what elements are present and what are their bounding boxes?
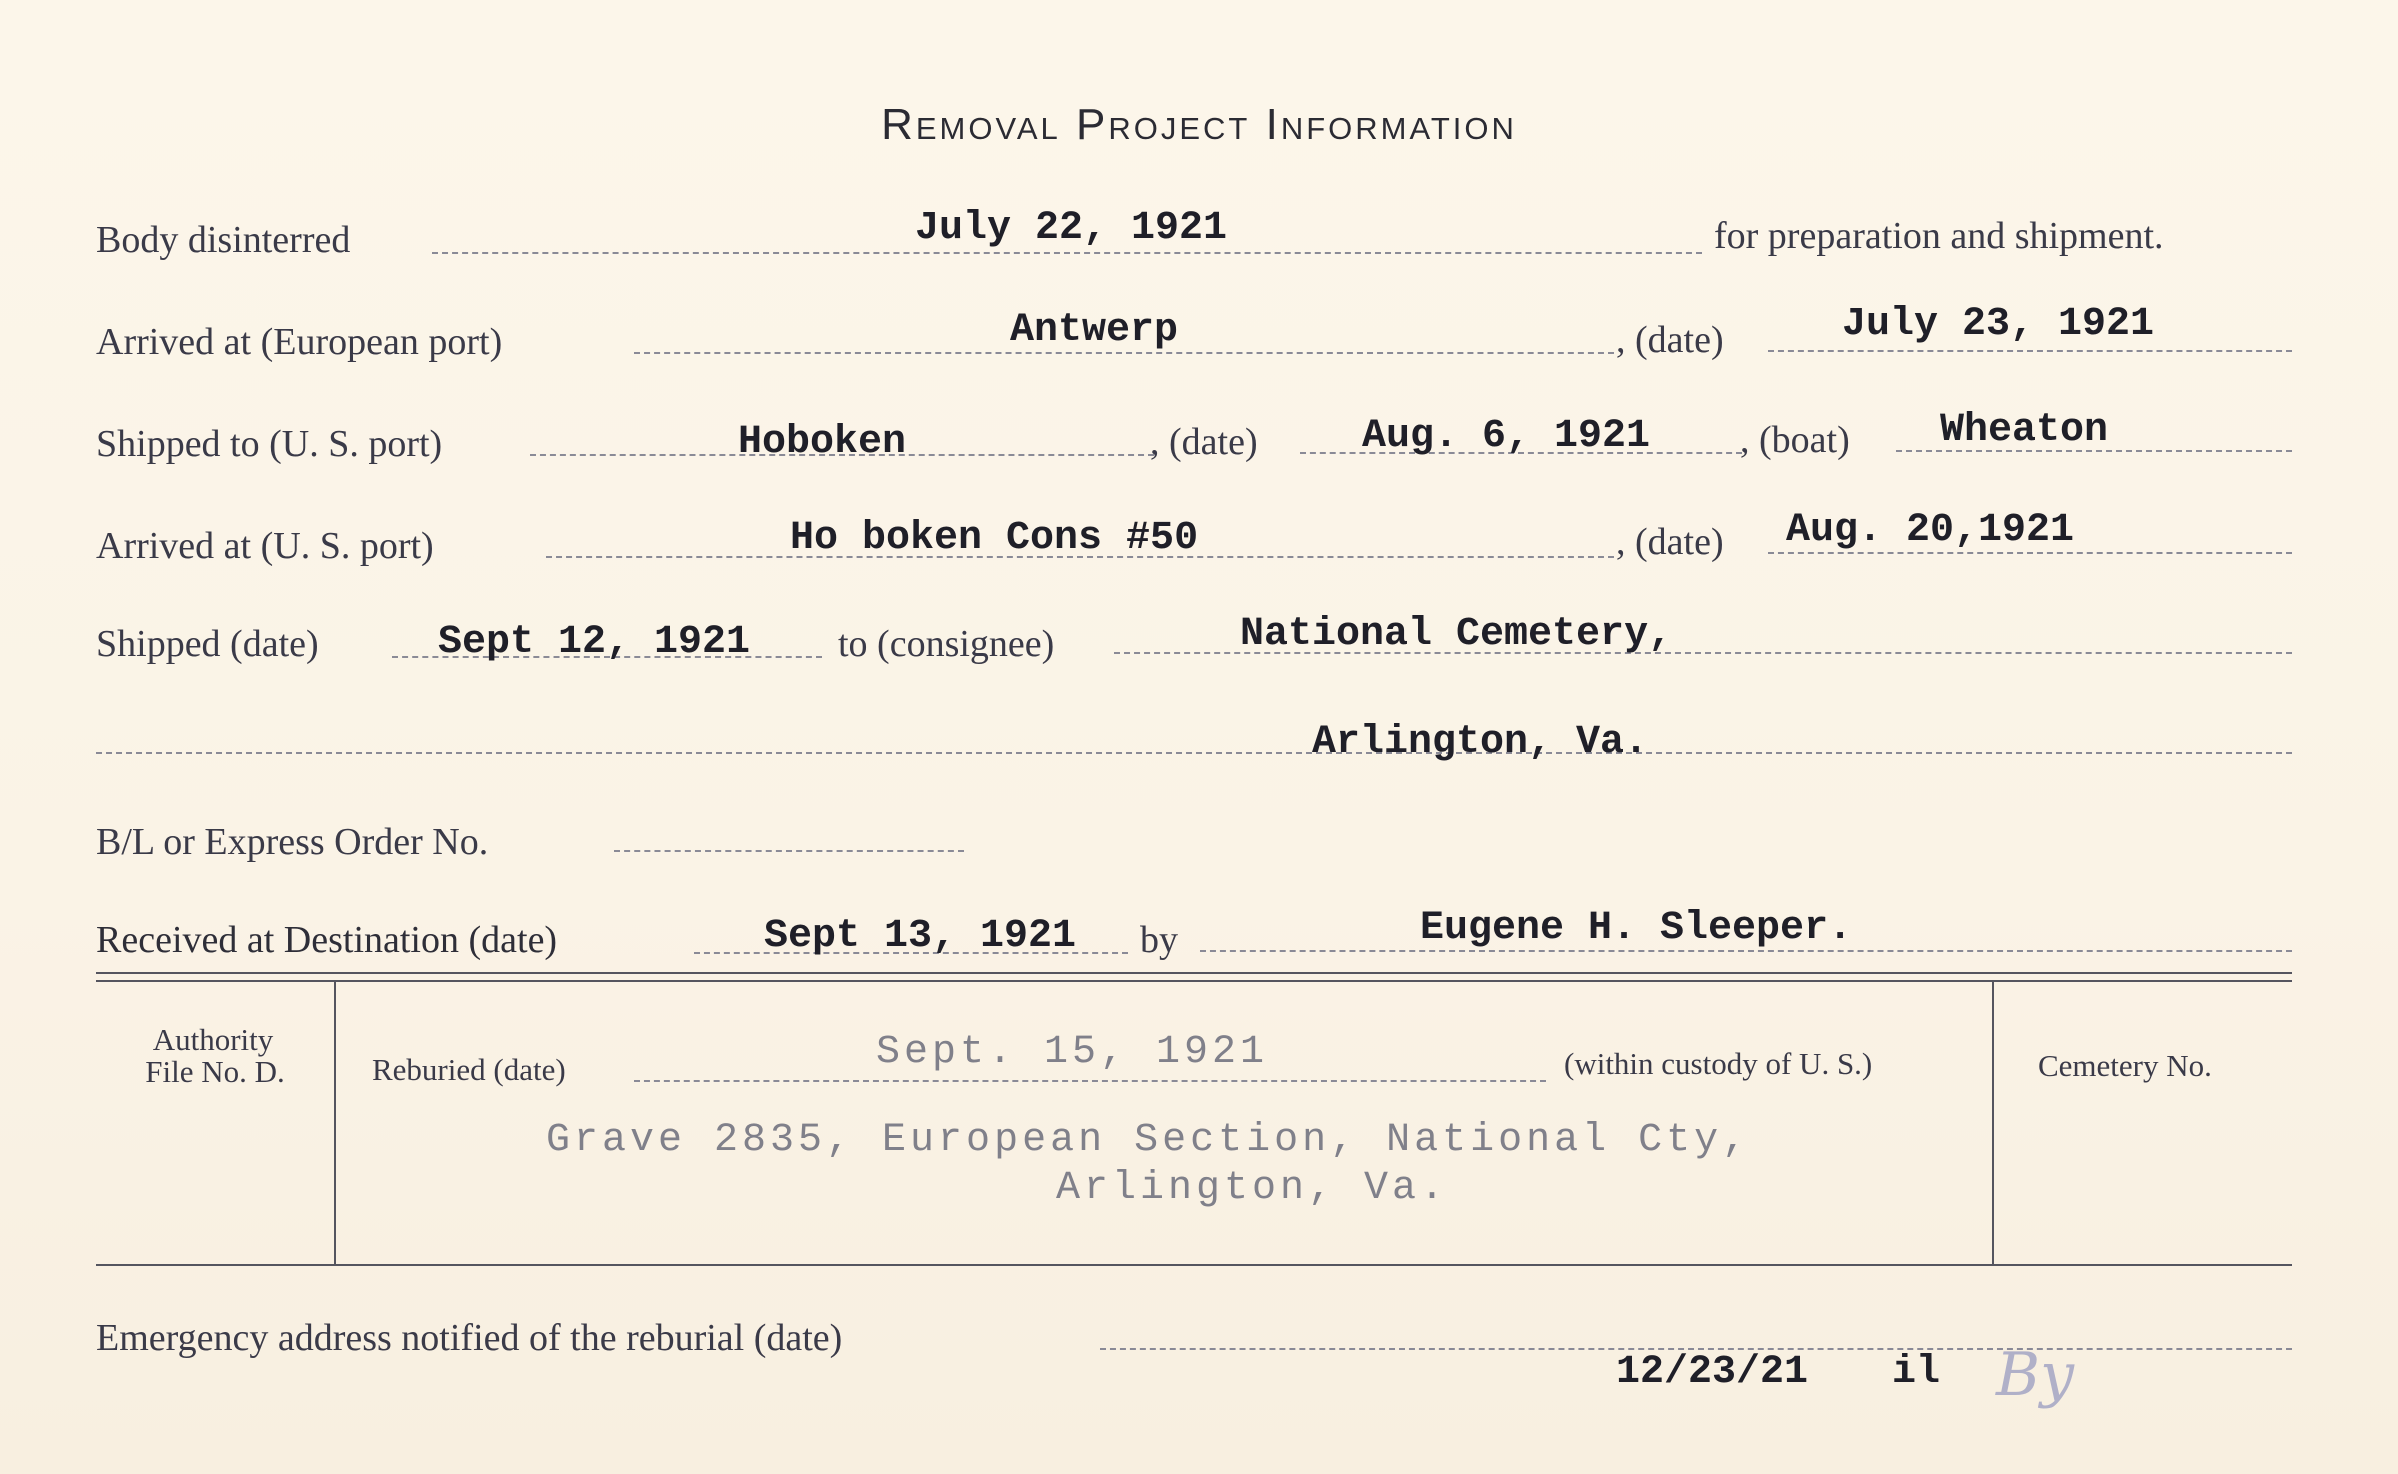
- double-rule-bottom: [96, 980, 2292, 982]
- grave-line-1: Grave 2835, European Section, National Cty,: [546, 1118, 1751, 1163]
- us-arrived-port-label: Arrived at (U. S. port): [96, 525, 434, 567]
- consignee-line-2: [96, 752, 2292, 754]
- received-label: Received at Destination (date): [96, 919, 558, 961]
- boat-label: , (boat): [1740, 419, 1850, 461]
- us-shipped-port-value: Hoboken: [738, 420, 907, 465]
- european-port-label: Arrived at (European port): [96, 321, 503, 363]
- bl-label: B/L or Express Order No.: [96, 821, 489, 863]
- double-rule-top: [96, 972, 2292, 974]
- european-date-line: [1768, 350, 2292, 352]
- by-value: Eugene H. Sleeper.: [1420, 906, 1853, 951]
- bl-line: [614, 850, 964, 852]
- file-no-label: File No. D.: [145, 1054, 285, 1089]
- us-arrived-date-value: Aug. 20,1921: [1786, 508, 2075, 553]
- box-bottom-rule: [96, 1264, 2292, 1266]
- cemetery-no-label: Cemetery No.: [2038, 1048, 2212, 1083]
- us-arrived-date-label: , (date): [1616, 521, 1724, 563]
- emergency-value: 12/23/21: [1616, 1350, 1809, 1395]
- disinterred-value: July 22, 1921: [915, 206, 1228, 251]
- initials-typed: il: [1892, 1350, 1941, 1395]
- emergency-label: Emergency address notified of the reburial (date): [96, 1317, 843, 1359]
- reburied-value: Sept. 15, 1921: [876, 1030, 1269, 1075]
- us-shipped-port-label: Shipped to (U. S. port): [96, 423, 443, 465]
- authority-label: Authority: [152, 1022, 274, 1057]
- consignee-label: to (consignee): [838, 623, 1055, 665]
- us-shipped-date-label: , (date): [1150, 421, 1258, 463]
- box-divider-right: [1992, 982, 1994, 1264]
- shipped-date-value: Sept 12, 1921: [438, 620, 751, 665]
- grave-line-2: Arlington, Va.: [1056, 1166, 1449, 1211]
- initials-handwritten: By: [1996, 1340, 2074, 1410]
- card-title: Removal Project Information: [881, 100, 1517, 149]
- consignee-value: National Cemetery,: [1240, 612, 1673, 657]
- disinterred-line: [432, 252, 1702, 254]
- reburied-label: Reburied (date): [372, 1052, 566, 1087]
- european-date-label: , (date): [1616, 319, 1724, 361]
- custody-label: (within custody of U. S.): [1564, 1046, 1873, 1081]
- disinterred-suffix: for preparation and shipment.: [1714, 215, 2164, 257]
- by-label: by: [1140, 919, 1178, 961]
- shipped-date-label: Shipped (date): [96, 623, 319, 665]
- boat-value: Wheaton: [1940, 408, 2109, 453]
- box-divider-left: [334, 982, 336, 1264]
- reburied-line: [634, 1080, 1546, 1082]
- disinterred-label: Body disinterred: [96, 219, 351, 261]
- us-arrived-port-value: Ho boken Cons #50: [790, 516, 1199, 561]
- european-date-value: July 23, 1921: [1842, 302, 2155, 347]
- us-shipped-date-value: Aug. 6, 1921: [1362, 414, 1651, 459]
- received-value: Sept 13, 1921: [764, 914, 1077, 959]
- european-port-value: Antwerp: [1010, 308, 1179, 353]
- consignee-value-line2: Arlington, Va.: [1312, 720, 1649, 765]
